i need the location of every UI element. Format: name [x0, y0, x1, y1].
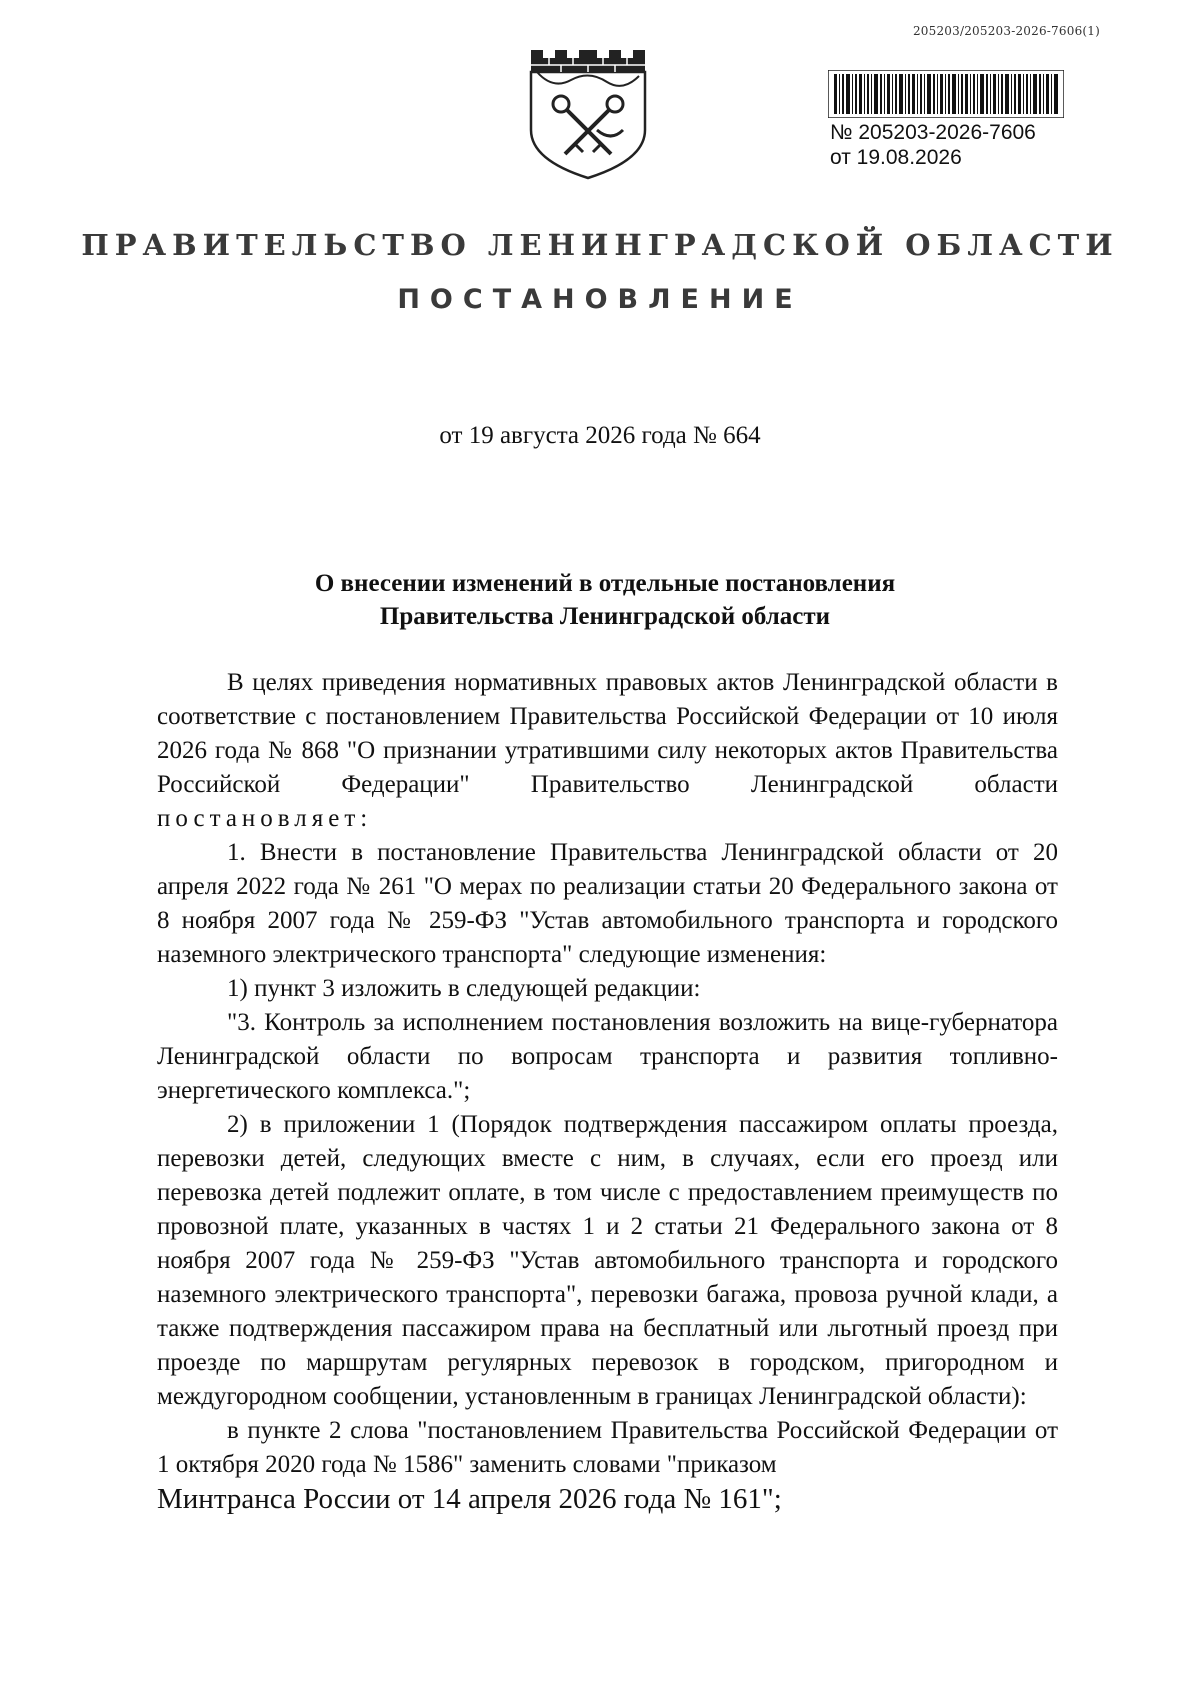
paragraph-subitem-1: 1) пункт 3 изложить в следующей редакции: — [227, 975, 701, 1002]
paragraph-quote-3: "3. Контроль за исполнением постановления возложить на вице-губернатора Ленинградской области по вопросам транспорта и развития топливно-энергетического комплекса."; — [157, 1009, 1058, 1104]
paragraph-replacement: в пункте 2 слова "постановлением Правительства Российской Федерации от 1 октября 2020 года № 1586" заменить словами "приказом — [157, 1417, 1058, 1478]
resolves-word: постановляет: — [157, 805, 373, 832]
registration-number: № 205203-2026-7606 — [830, 121, 1036, 144]
subject-line-2: Правительства Ленинградской области — [379, 603, 831, 630]
barcode — [828, 70, 1064, 118]
registration-date: от 19.08.2026 — [830, 146, 962, 169]
document-body — [157, 666, 1058, 1516]
paragraph-preamble — [157, 666, 1058, 836]
paragraph-subitem-2: 2) в приложении 1 (Порядок подтверждения пассажиром оплаты проезда, перевозки детей, следующих вместе с ним, в случаях, если его проезд или перевозка детей подлежит оплате, в том числе с предоставлением преимуществ по провозной плате, указанных в частях 1 и 2 статьи 21 Федерального закона от 8 ноября 2007 года № 259-ФЗ "Устав автомобильного транспорта и городского наземного электрического транспорта", перевозки багажа, провоза ручной клади, а также подтверждения пассажиром права на бесплатный или льготный проезд при проезде по маршрутам регулярных перевозок в городском, пригородном и междугородном сообщении, установленным в границах Ленинградской области): — [157, 1111, 1058, 1410]
paragraph-item-1: 1. Внести в постановление Правительства Ленинградской области от 20 апреля 2022 года № 261 "О мерах по реализации статьи 20 Федерального закона от 8 ноября 2007 года № 259-ФЗ "Устав автомобильного транспорта и городского наземного электрического транспорта" следующие изменения: — [157, 839, 1058, 968]
preamble-text: В целях приведения нормативных правовых актов Ленинградской области в соответствие с постановлением Правительства Российской Федерации от 10 июля 2026 года № 868 "О признании утратившими силу некоторых актов Правительства Российской Федерации" Правительство Ленинградской области — [157, 669, 1058, 798]
government-title: ПРАВИТЕЛЬСТВО ЛЕНИНГРАДСКОЙ ОБЛАСТИ — [81, 228, 1119, 262]
document-date-number: от 19 августа 2026 года № 664 — [439, 422, 761, 449]
paragraph-replacement-end: Минтранса России от 14 апреля 2026 года № 161"; — [157, 1483, 782, 1515]
subject-line-1: О внесении изменений в отдельные постановления — [314, 570, 896, 597]
document-type-title: ПОСТАНОВЛЕНИЕ — [397, 284, 803, 315]
reference-code: 205203/205203-2026-7606(1) — [912, 24, 1100, 38]
document-subject — [155, 567, 1055, 633]
registration-block — [830, 120, 1036, 170]
coat-of-arms-emblem — [523, 46, 653, 180]
